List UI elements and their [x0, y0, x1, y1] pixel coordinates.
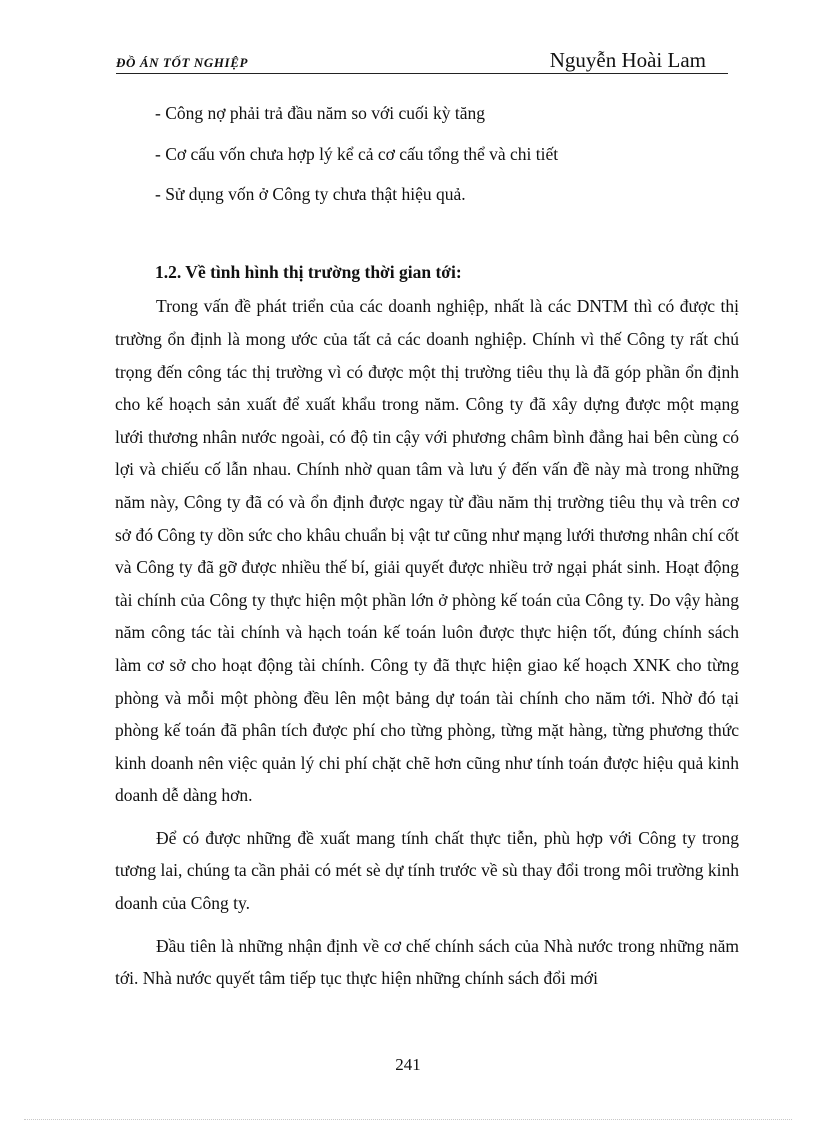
page-header	[116, 47, 728, 74]
header-document-type: ĐỒ ÁN TỐT NGHIỆP	[116, 55, 249, 70]
bullet-item: - Sử dụng vốn ở Công ty chưa thật hiệu quả.	[155, 184, 466, 205]
paragraph: Để có được những đề xuất mang tính chất thực tiễn, phù hợp với Công ty trong tương lai, chúng ta cần phải có mét sè dự tính trước về sù thay đổi trong môi trường kinh doanh của Công ty.	[115, 827, 739, 914]
paragraph: Đầu tiên là những nhận định về cơ chế chính sách của Nhà nước trong những năm tới. Nhà nước quyết tâm tiếp tục thực hiện những chính sách đổi mới	[115, 935, 739, 989]
page-bottom-edge	[24, 1119, 792, 1120]
header-author-name: Nguyễn Hoài Lam	[549, 48, 706, 72]
page-number: 241	[395, 1055, 421, 1074]
section-heading: 1.2. Về tình hình thị trường thời gian tới:	[155, 261, 462, 282]
paragraph: Trong vấn đề phát triển của các doanh nghiệp, nhất là các DNTM thì có được thị trường ổn định là mong ước của tất cả các doanh nghiệp. Chính vì thế Công ty rất chú trọng đến công tác thị trường vì có được một thị trường tiêu thụ là đã góp phần ổn định cho kế hoạch sản xuất để xuất khẩu trong năm. Công ty đã xây dựng được một mạng lưới thương nhân nước ngoài, có độ tin cậy với phương châm bình đẳng hai bên cùng có lợi và chiếu cố lẫn nhau. Chính nhờ quan tâm và lưu ý đến vấn đề này mà trong những năm này, Công ty đã có và ổn định được ngay từ đầu năm thị trường tiêu thụ và trên cơ sở đó Công ty dồn sức cho khâu chuẩn bị vật tư cũng như mạng lưới thương nhân chí cốt và Công ty đã gỡ được nhiều thế bí, giải quyết được nhiều trở ngại phát sinh. Hoạt động tài chính của Công ty thực hiện một phần lớn ở phòng kế toán của Công ty. Do vậy hàng năm công tác tài chính và hạch toán kế toán luôn được thực hiện tốt, đúng chính sách làm cơ sở cho hoạt động tài chính. Công ty đã thực hiện giao kế hoạch XNK cho từng phòng và mỗi một phòng đều lên một bảng dự toán tài chính cho năm tới. Nhờ đó tại phòng kế toán đã phân tích được phí cho từng phòng, từng mặt hàng, từng phương thức kinh doanh nên việc quản lý chi phí chặt chẽ hơn cũng như tính toán được hiệu quả kinh doanh dễ dàng hơn.	[115, 296, 739, 806]
document-body	[115, 97, 739, 1005]
bullet-item: - Công nợ phải trả đầu năm so với cuối kỳ tăng	[155, 103, 486, 123]
bullet-item: - Cơ cấu vốn chưa hợp lý kể cả cơ cấu tổng thể và chi tiết	[155, 143, 559, 164]
